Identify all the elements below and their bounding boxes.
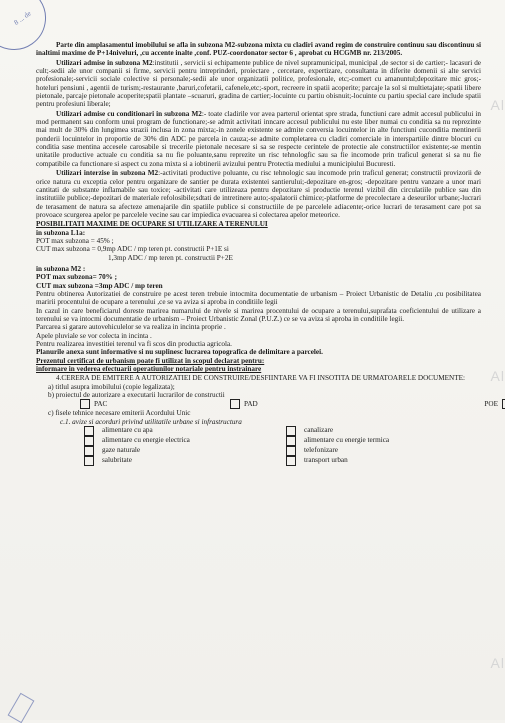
utility-label: transport urban <box>304 456 348 465</box>
l1a-heading: in subzona L1a: <box>36 228 86 237</box>
utility-label: salubritate <box>102 456 132 465</box>
utilities-list <box>80 426 481 466</box>
pot-m2: POT max subzona= 70% ; <box>36 273 118 282</box>
doc-a: a) titlul asupra imobilului (copie legalizata); <box>48 382 175 391</box>
utility-checkbox[interactable] <box>286 426 296 436</box>
utility-label: gaze naturale <box>102 446 141 455</box>
conditionat-heading: Utilizari admise cu conditionari in subzona M2 <box>56 109 202 118</box>
informare-line: informare in vederea efectuarii operatiunilor notariale pentru instrainare <box>36 365 262 374</box>
cut-l1a-line2: 1,3mp ADC / mp teren pt. constructii P+2E <box>108 253 233 262</box>
admise-heading: Utilizari admise in subzona M2 <box>56 58 153 67</box>
m2-heading: in subzona M2 : <box>36 264 86 273</box>
utility-label: alimentare cu energie electrica <box>102 436 190 445</box>
utility-label: canalizare <box>304 426 334 435</box>
intro-paragraph: Parte din amplasamentul imobilului se afla in subzona M2-subzona mixta cu cladiri avand regim de construire continuu sau discontinuu si inaltimi maxime de P+14niveluri, ,cu accente inalte ,conf. PUZ-coordonator sector 6 , aprobat cu HCGMB nr. 213/2005. <box>36 41 481 58</box>
poe-label: POE <box>484 400 498 409</box>
utility-checkbox[interactable] <box>286 456 296 466</box>
utility-checkbox[interactable] <box>84 446 94 456</box>
watermark-text: Al <box>490 97 505 113</box>
doc-c: c) fisele tehnice necesare emiterii Acordului Unic <box>48 409 191 418</box>
utility-label: alimentare cu apa <box>102 426 153 435</box>
edge-stamp-mark <box>8 693 35 723</box>
posibilitati-heading: POSIBILITATI MAXIME DE OCUPARE SI UTILIZARE A TERENULUI <box>36 220 268 229</box>
pad-label: PAD <box>244 400 258 409</box>
cerere-heading: 4.CERERA DE EMITERE A AUTORIZATIEI DE CONSTRUIRE/DESFIINTARE VA FI INSOTITA DE URMATOARELE DOCUMENTE: <box>56 374 465 383</box>
proiect-options <box>76 399 498 409</box>
prezentul-line: Prezentul certificat de urbanism poate fi utilizat in scopul declarat pentru: <box>36 356 265 365</box>
utility-checkbox[interactable] <box>84 456 94 466</box>
parcare-line: Parcarea si garare autovehiculelor se va realiza in incinta proprie . <box>36 323 226 332</box>
utility-checkbox[interactable] <box>84 426 94 436</box>
utility-checkbox[interactable] <box>84 436 94 446</box>
round-stamp: 8 ... de <box>0 0 59 63</box>
utility-checkbox[interactable] <box>286 446 296 456</box>
ape-line: Apele pluviale se vor colecta in incinta . <box>36 331 152 340</box>
autorizatie-paragraph: Pentru obtinerea Autorizatiei de construire pe acest teren trebuie intocmita documentatie de urbanism – Proiect Urbanistic de Detaliu ,cu posibilitatea maririi procentului de ocupare a terenului ,ce se va aviza si aproba in conditiile legii <box>36 289 481 307</box>
planurile-line: Planurile anexa sunt informative si nu suplinesc lucrarea topografica de delimitare a parcelei. <box>36 348 323 357</box>
pot-l1a: POT max subzona = 45% ; <box>36 236 114 245</box>
pad-checkbox[interactable] <box>230 399 240 409</box>
utility-label: alimentare cu energie termica <box>304 436 390 445</box>
admise-text: :institutii , servicii si echipamente publice de nivel supramunicipal, municipal ,de sector si de cartier;- lacasuri de cult;-sedii ale unor companii si firme, servicii pentru intreprinderi, proiectare , cercetare, expertizare, consultanta in diferite domenii si alte servici profesionale;-servicii sociale colective si personale;-sedii ale unor organizatii politice, profesionale, etc;-comert cu amanuntul;depozitare mic gros;-hoteluri pensiuni , agentii de turism;-restaurante ,baruri,cofetarii, cafenele,etc;-sport, recreere in spatii acoperite; parcaje la sol si multietajate;-spatii libere pietonale, parcaje pietonale acoperite;spatii plantate –scuaruri, gradina de cartier;-locuinte cu partiu obisnuit;-locuinte cu partiu special care include spatii pentru profesiuni liberale; <box>36 58 481 109</box>
doc-c1: c.1. avize si acorduri privind utilitatile urbane si infrastructura <box>60 417 242 426</box>
watermark-text: Al <box>490 655 505 671</box>
cut-l1a-line1: CUT max subzona = 0,9mp ADC / mp teren pt. constructii P+1E si <box>36 245 229 254</box>
marire-paragraph: In cazul in care beneficiarul doreste marirea numarului de nivele si marirea procentului de ocupare a terenului,suprafata coeficientului de utilizare a terenului se va intocmi documentatie de urbanism – Proiect Urbanistic Zonal (P.U.Z.) ce se va aviza si aproba in conditiile legii. <box>36 306 481 323</box>
pac-label: PAC <box>94 400 108 409</box>
interzise-heading: Utilizari interzise in subzona M2 <box>56 169 159 178</box>
investitie-line: Pentru realizarea investitiei terenul va fi scos din productia agricola. <box>36 340 232 349</box>
admise-paragraph <box>36 59 481 109</box>
document-body <box>36 41 498 466</box>
cut-m2: CUT max subzona =3mp ADC / mp teren <box>36 281 163 290</box>
doc-b: b) proiectul de autorizare a executarii lucrarilor de constructii <box>48 391 225 400</box>
utility-checkbox[interactable] <box>286 436 296 446</box>
conditionat-paragraph <box>36 110 481 168</box>
utility-label: telefonizare <box>304 446 338 455</box>
pac-checkbox[interactable] <box>80 399 90 409</box>
conditionat-text: :- toate cladirile vor avea parterul orientat spre strada, functiuni care admit accesul publicului in mod permanent sau conform unui program de functionare;-se admit activitati inncare accesul publicului nu este liber numai cu conditia sa nu reprezinte mai mult de 30% din lungimea strazii inclusa in zona mixta;-in zonele existente se admite conversia locuintelor in alte functiuni cuconditia mentinerii ponderii locuintelor in proportie de 30% din ADC pe parcela in cauza;-se admite completarea cu cladiri comerciale in interspartiile dintre blocuri cu conditia sase mentina accesele carosabile si trecerile pietonale necesare si sa se respecte cerintele de protectie ale constructiilor existente;-se mentin unitatile productive actuale cu conditia sa nu fie poluante,sanu reprezite un risc tehnologfic sau sa fie incomode prin traficul generat si sa nu fie compatibile ca functionare si aspect cu zona mixta si a iobtinerii avizului pentru Protectia mediului a municipiului Bucuresti. <box>36 109 481 168</box>
interzise-paragraph <box>36 169 481 219</box>
watermark-text: Al <box>490 368 505 384</box>
interzise-text: :-activitati productive poluante, cu risc tehnologic sau incomode prin traficul generat; constructii provizorii de orice natura cu exceptia celor pentru organizare de santier pe durata existentei santierului;-depozitare en-gros; -depozitare pentru vanzare a unor mari cantitati de substante inflamabile sau toxice; -activitati care utilizeaza pentru depozitare si productie terenul vizibil din circulatiile publice sau din institutiile publice;-depozitari de materiale refolosibile;sdtati de intretinere auto;-spalatorii chimice;-platforme de precolectare a deseurilor urbane;-lucrari de terasament de natura sa afecteze amenajarile din spatiile publice si constructiile de pe parcelele adiacente;-orice lucrari de terasament care pot sa provoace scurgerea apelor pe parcelele vecine sau car impiedica evacuarea si colectarea apelor meteorice. <box>36 169 481 219</box>
